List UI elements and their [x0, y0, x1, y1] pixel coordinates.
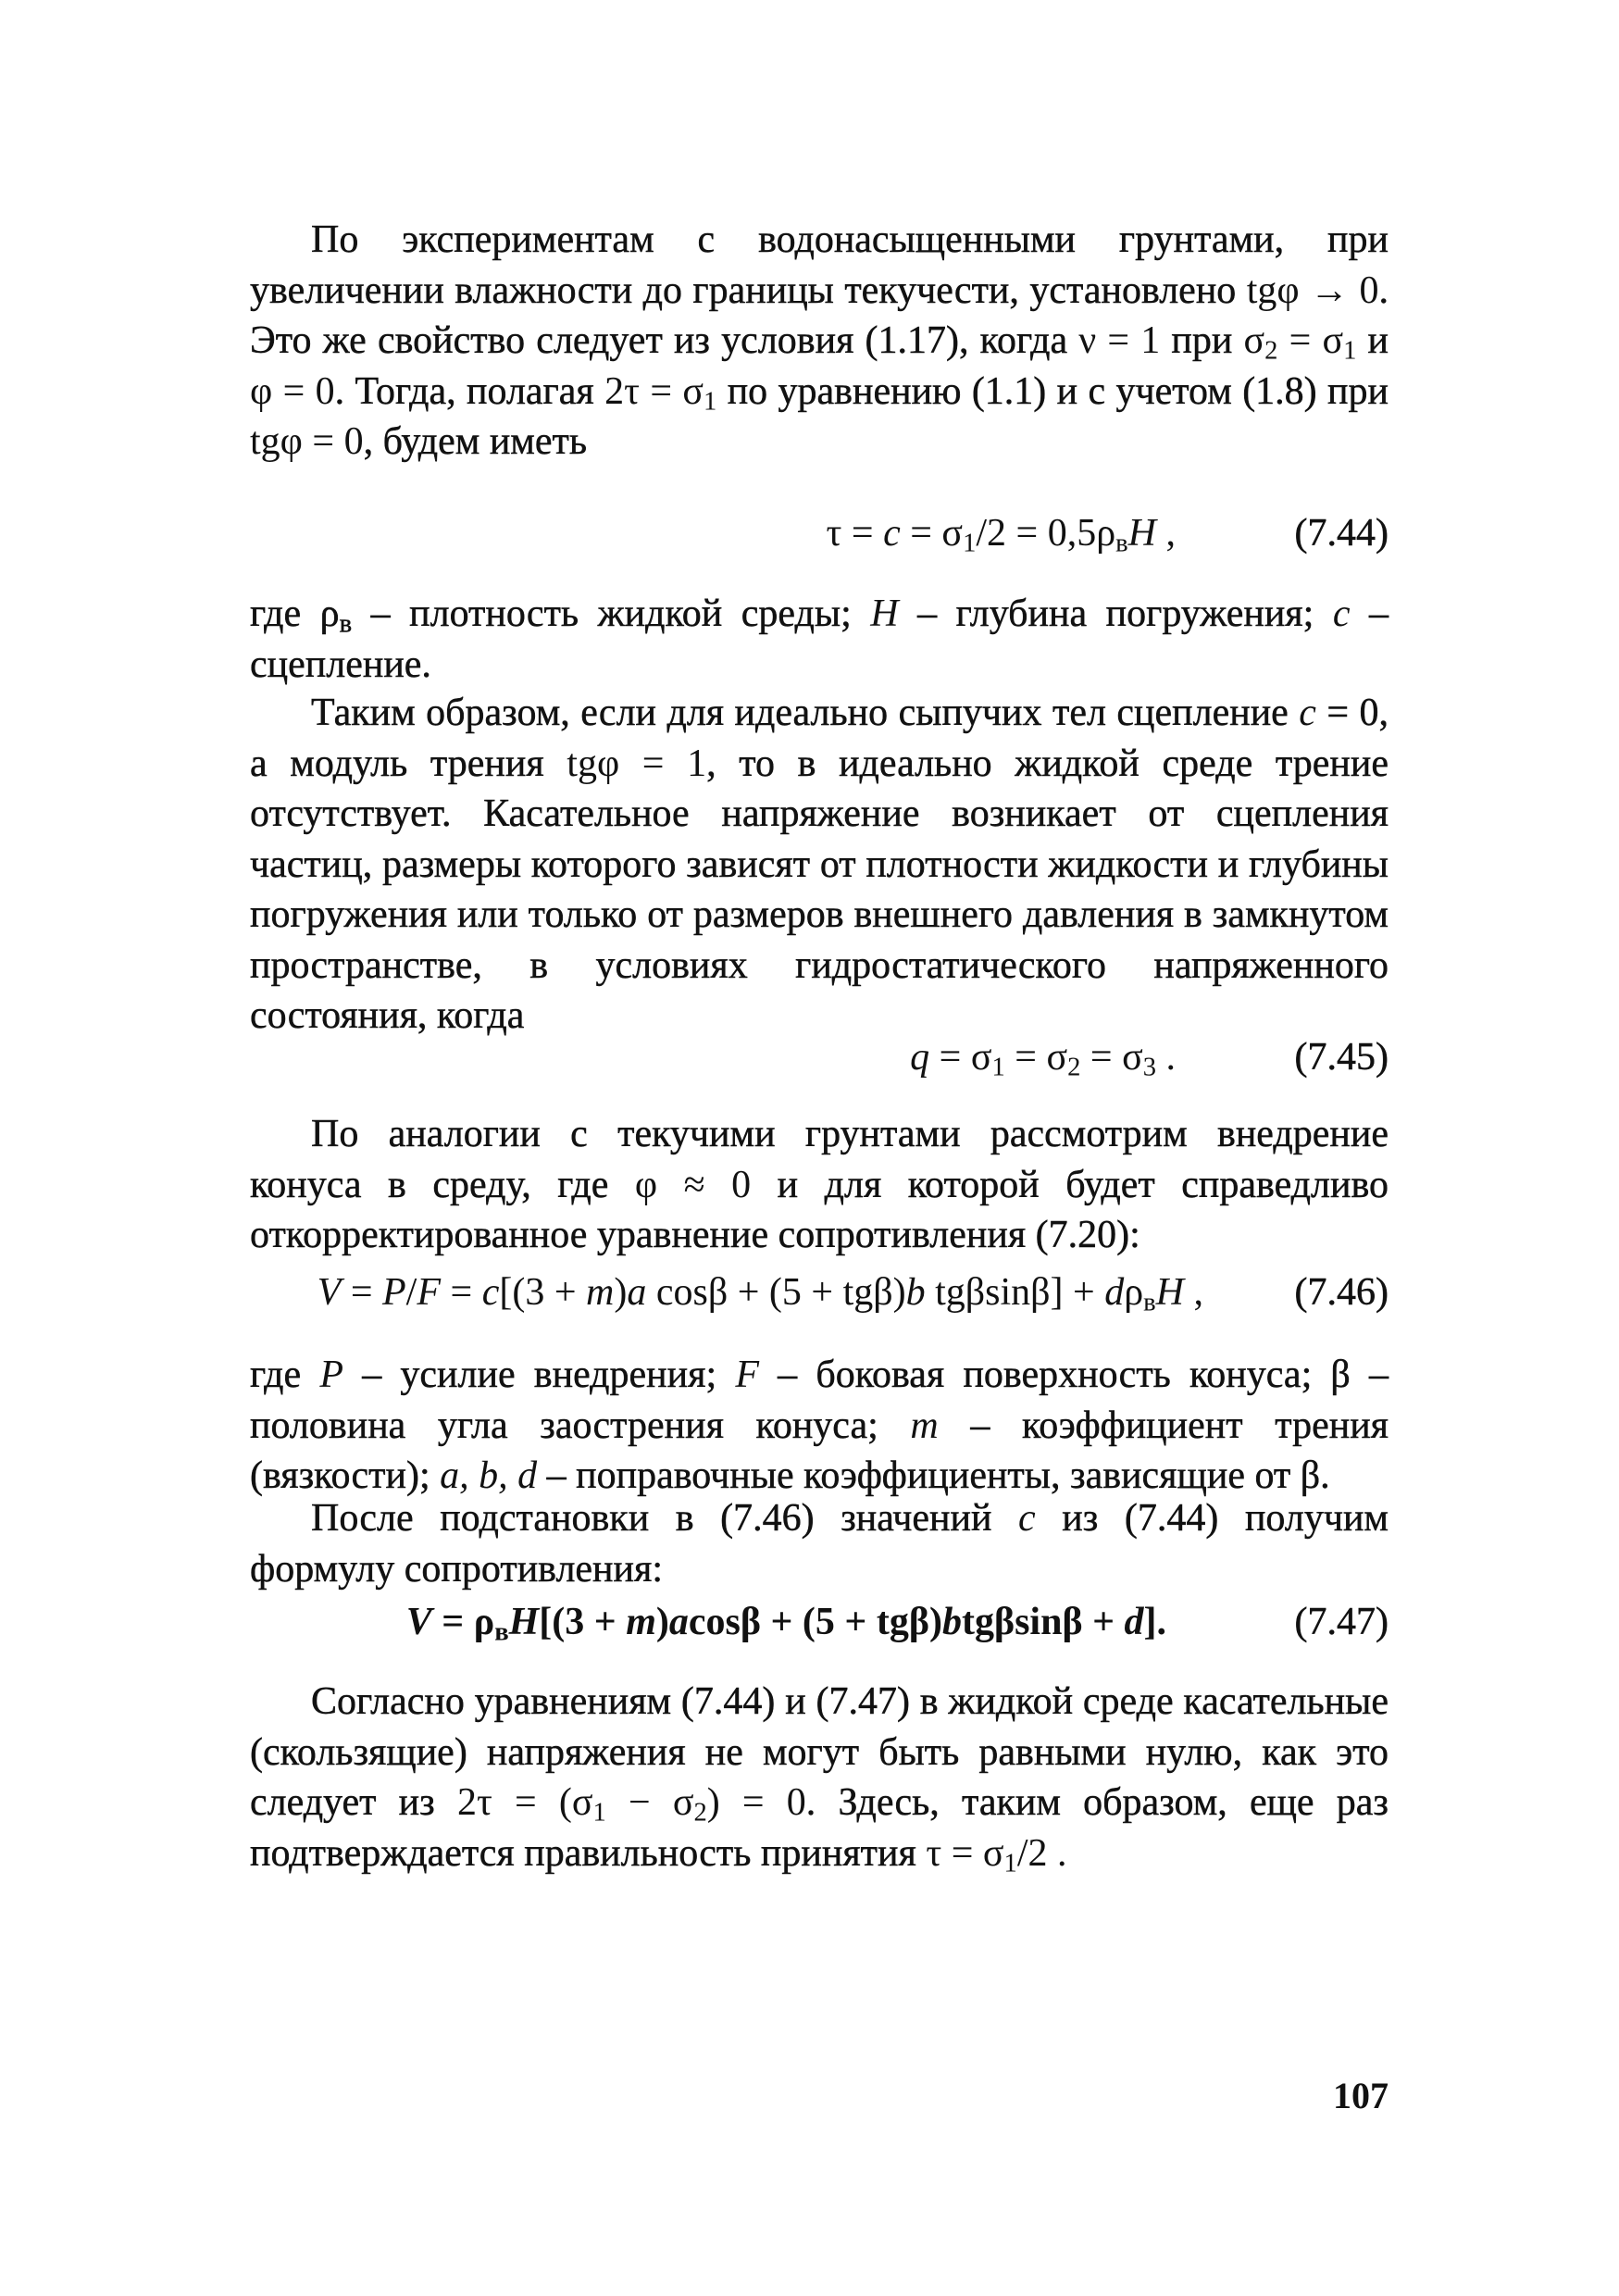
math-inline: tgφ = 0 [250, 420, 364, 463]
equation-7-47 [250, 1594, 1389, 1650]
text-span: и [1356, 319, 1389, 362]
text-span: , то в идеально жидкой среде трение отсутствует. Касательное напряжение возникает от сцепления частиц, размеры которого зависят от плотности жидкости и глубины погружения или только от размеров внешнего давления в замкнутом пространстве, в условиях гидростатического напряженного состояния, когда [250, 742, 1389, 1037]
text-span: Таким образом, если для идеально сыпучих тел сцепление [311, 692, 1300, 734]
text-span: , будем иметь [363, 420, 588, 463]
text-span: по уравнению (1.1) и с учетом (1.8) при [716, 369, 1389, 413]
text-span: из (7.44) получим формулу сопротивления: [250, 1497, 1389, 1591]
text-span: – плотность жидкой среды; [352, 593, 871, 635]
equation-7-44 [250, 505, 1389, 561]
equation-number: (7.45) [1294, 1036, 1389, 1079]
equation-body: $\tau = c = \sigma_1/2 = 0,5\rho_вH$ , [826, 512, 1176, 558]
math-inline: ν = 1 [1078, 319, 1161, 362]
paragraph-7 [250, 1677, 1389, 1878]
equation-body: $V = \rho_вH[(3 + m)acos\beta + (5 + tg\beta)btg\beta\sin\beta + d]$. [405, 1601, 1166, 1647]
equation-7-46 [250, 1265, 1389, 1320]
math-inline: tgφ → 0 [1246, 268, 1379, 312]
text-span: – сцепление. [250, 593, 1389, 686]
text-span: . Это же свойство следует из условия (1.17), когда [250, 268, 1389, 362]
equation-body: V = P/F = c[(3 + m)a cosβ + (5 + tgβ)b $tg\beta\sin\beta] + d\rho_вH$ , [317, 1271, 1203, 1317]
math-inline: $2\tau = (\sigma_1 - \sigma_2) = 0$ [456, 1781, 806, 1828]
paragraph-2: где $\rho_в$ – плотность жидкой среды; H – глубина погружения; c – сцепление. [250, 593, 1389, 686]
math-inline: tgφ = 1 [567, 742, 707, 785]
math-inline: φ = 0 [250, 369, 335, 413]
text-span: После подстановки в (7.46) значений [311, 1497, 1019, 1540]
text-span: – поправочные коэффициенты, зависящие от β. [537, 1454, 1330, 1497]
text-span: где [250, 1354, 320, 1396]
text-span: – глубина погружения; [898, 593, 1333, 635]
math-inline: $\sigma_2 = \sigma_1$ [1243, 319, 1357, 366]
paragraph-4 [250, 1109, 1389, 1261]
text-span: – коэффициент трения (вязкости); [250, 1404, 1389, 1497]
text-span: По экспериментам с водонасыщенными грунтами, при увеличении влажности до границы текучести, установлено [250, 218, 1389, 312]
equation-body: $q = \sigma_1 = \sigma_2 = \sigma_3$ . [910, 1036, 1176, 1082]
text-span: где ρ [250, 593, 340, 635]
paragraph-3: Таким образом, если для идеально сыпучих тел сцепление c = 0, а модуль трения tgφ = 1, то в идеально жидкой среде трение отсутствует. Касательное напряжение возникает от сцепления частиц, размеры которого зависят от плотности жидкости и глубины погружения или только от размеров внешнего давления в замкнутом пространстве, в условиях гидростатического напряженного состояния, когда [250, 692, 1389, 1037]
text-span: и для которой будет справедливо откорректированное уравнение сопротивления (7.20): [250, 1163, 1389, 1256]
page-number: 107 [1333, 2075, 1389, 2116]
equation-number: (7.46) [1294, 1271, 1389, 1314]
math-inline: $2\tau = \sigma_1$ [604, 369, 717, 416]
text-span: . Тогда, полагая [334, 369, 605, 413]
text-span: при [1160, 319, 1244, 362]
paragraph-5: где P – усилие внедрения; F – боковая поверхность конуса; β – половина угла заострения конуса; m – коэффициент трения (вязкости); a, b, d – поправочные коэффициенты, зависящие от β. [250, 1354, 1389, 1497]
text-span: = 0, а модуль трения [250, 692, 1389, 785]
paragraph-1 [250, 215, 1389, 468]
equation-number: (7.44) [1294, 512, 1389, 555]
text-span: Согласно уравнениям (7.44) и (7.47) в жидкой среде касательные (скользящие) напряжения не могут быть равными нулю, как это следует из [250, 1680, 1389, 1824]
equation-7-45 [250, 1029, 1389, 1085]
text-span: По аналогии с текучими грунтами рассмотрим внедрение конуса в среду, где [250, 1113, 1389, 1206]
text-span: . Здесь, таким образом, еще раз подтверждается правильность принятия [250, 1781, 1389, 1875]
equation-number: (7.47) [1294, 1601, 1389, 1643]
paragraph-6: После подстановки в (7.46) значений c из (7.44) получим формулу сопротивления: [250, 1497, 1389, 1591]
text-span: – усилие внедрения; [343, 1354, 736, 1396]
math-inline: φ ≈ 0 [634, 1163, 752, 1206]
math-inline: $\tau = \sigma_1/2$ . [926, 1831, 1067, 1878]
text-span: – боковая поверхность конуса; β – половина угла заострения конуса; [250, 1354, 1389, 1447]
